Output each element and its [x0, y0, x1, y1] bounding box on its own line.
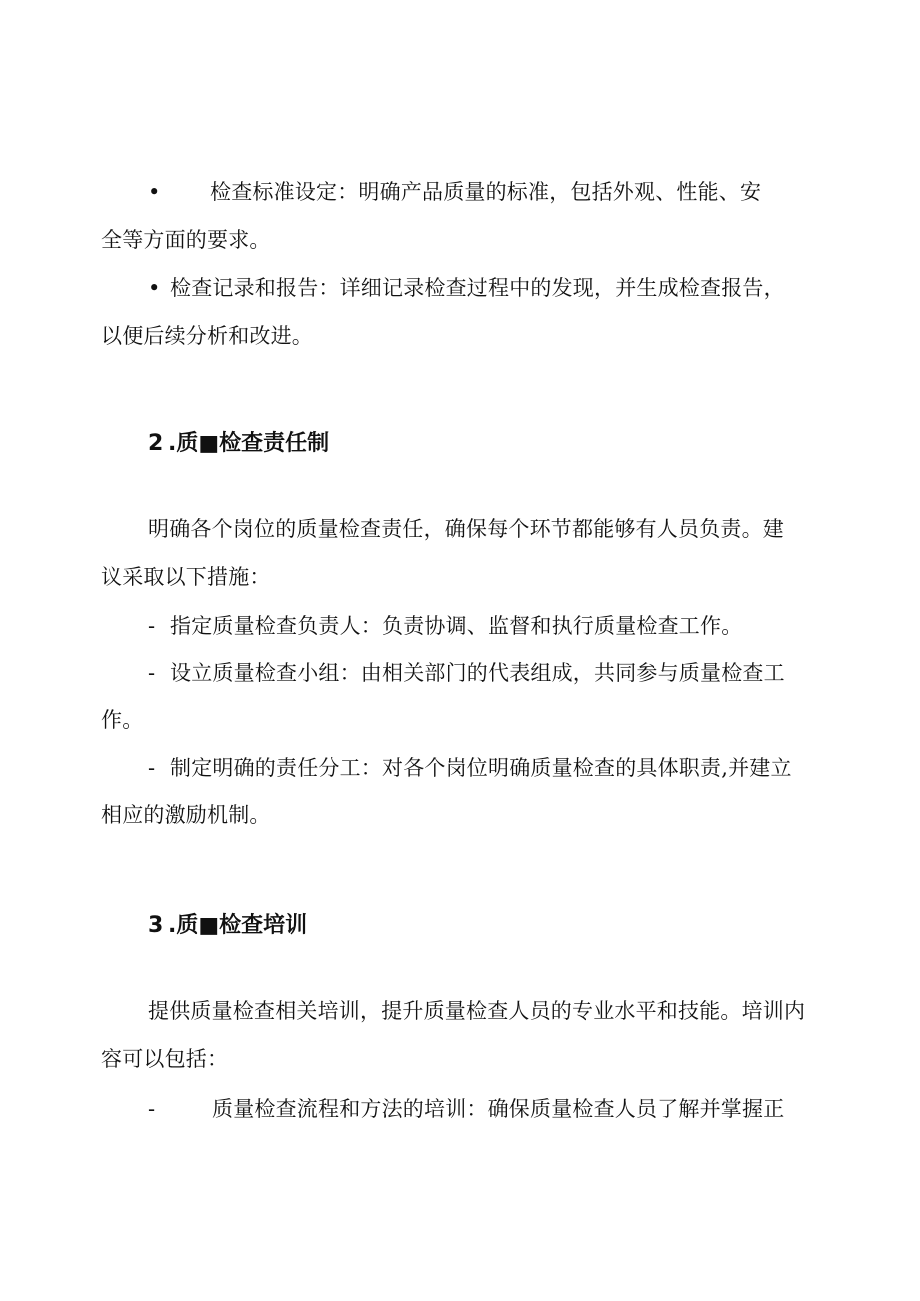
- section-number: 2: [148, 431, 164, 456]
- section-number: 3: [148, 913, 164, 938]
- bullet-marker: •: [148, 180, 161, 204]
- section-paragraph-continuation: 容可以包括：: [101, 1047, 229, 1071]
- bullet-text: 检查记录和报告：详细记录检查过程中的发现，并生成检查报告，: [170, 276, 785, 300]
- section-paragraph: 明确各个岗位的质量检查责任，确保每个环节都能够有人员负责。建: [148, 517, 784, 541]
- list-item-continuation: 作。: [101, 708, 144, 732]
- section-title: .质■检查培训: [168, 913, 308, 938]
- dash-marker: -: [148, 614, 156, 638]
- list-item: 质量检查流程和方法的培训：确保质量检查人员了解并掌握正: [212, 1097, 785, 1121]
- dash-marker: -: [148, 661, 156, 685]
- bullet-text-continuation: 以便后续分析和改进。: [101, 324, 313, 348]
- section-paragraph: 提供质量检查相关培训，提升质量检查人员的专业水平和技能。培训内: [148, 999, 806, 1023]
- bullet-text: 检查标准设定：明确产品质量的标准，包括外观、性能、安: [210, 180, 762, 204]
- dash-marker: -: [148, 756, 156, 780]
- dash-marker: -: [148, 1097, 156, 1121]
- bullet-text-continuation: 全等方面的要求。: [101, 228, 271, 252]
- list-item: 设立质量检查小组：由相关部门的代表组成，共同参与质量检查工: [170, 661, 785, 685]
- section-title: .质■检查责任制: [168, 431, 330, 456]
- list-item: 制定明确的责任分工：对各个岗位明确质量检查的具体职责,并建立: [170, 756, 792, 780]
- bullet-marker: •: [148, 276, 161, 300]
- list-item-continuation: 相应的激励机制。: [101, 803, 271, 827]
- section-paragraph-continuation: 议采取以下措施：: [101, 565, 271, 589]
- list-item: 指定质量检查负责人：负责协调、监督和执行质量检查工作。: [170, 614, 743, 638]
